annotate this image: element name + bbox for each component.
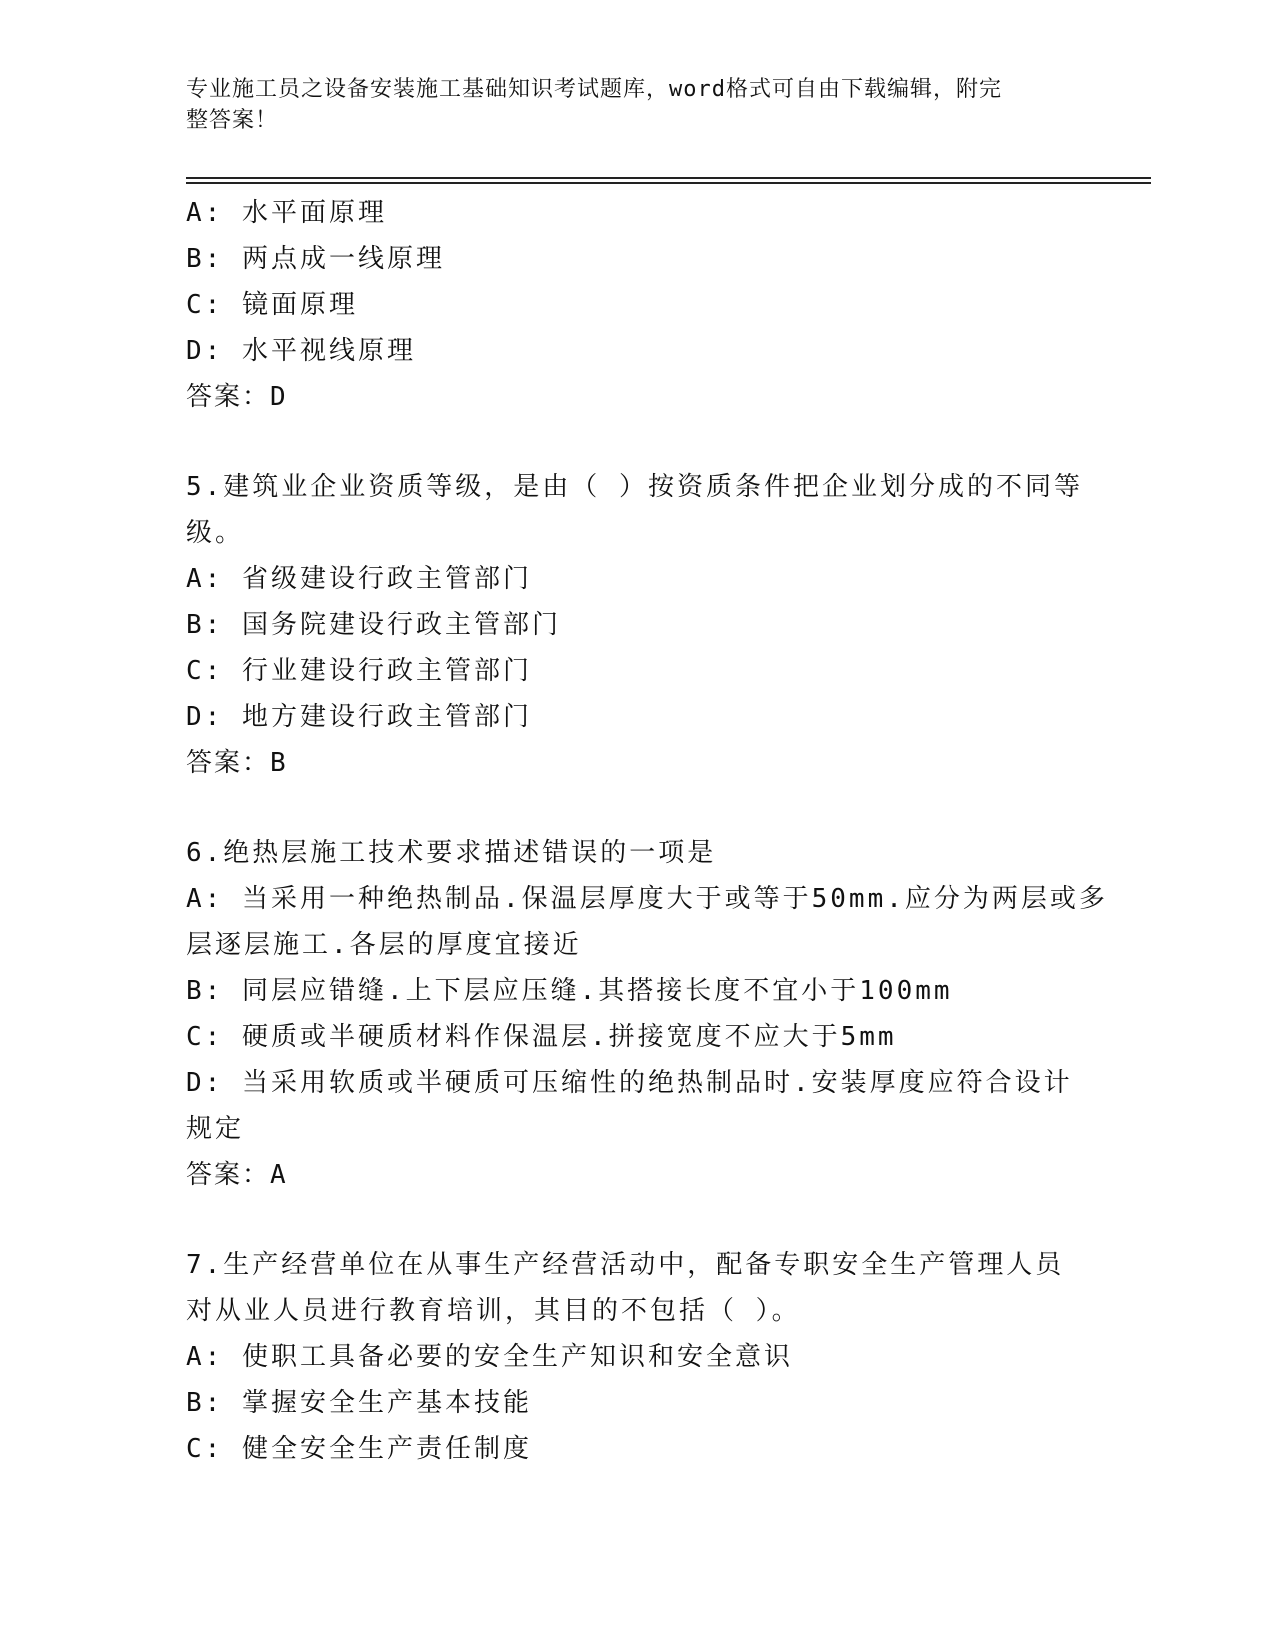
question-stem-line-2: 级。 <box>186 518 245 548</box>
question-stem-line-1: 5.建筑业企业资质等级，是由（ ）按资质条件把企业划分成的不同等 <box>186 472 1083 502</box>
option-a-line-1: A: 当采用一种绝热制品.保温层厚度大于或等于50mm.应分为两层或多 <box>186 884 1108 914</box>
header-divider-bottom <box>186 182 1151 184</box>
option-d-line-2: 规定 <box>186 1114 245 1144</box>
option-d: D: 地方建设行政主管部门 <box>186 702 532 732</box>
option-c: C: 行业建设行政主管部门 <box>186 656 532 686</box>
spacer <box>186 420 1086 464</box>
option-a: A: 使职工具备必要的安全生产知识和安全意识 <box>186 1342 793 1372</box>
header-line-2: 整答案！ <box>186 108 279 133</box>
question-block-6 <box>186 830 1108 1198</box>
answer-line: 答案：D <box>186 382 288 412</box>
question-stem-line-2: 对从业人员进行教育培训，其目的不包括（ ）。 <box>186 1296 801 1326</box>
option-a: A: 水平面原理 <box>186 198 387 228</box>
question-content <box>186 190 1108 1472</box>
option-a-line-2: 层逐层施工.各层的厚度宜接近 <box>186 930 582 960</box>
question-stem-line-1: 6.绝热层施工技术要求描述错误的一项是 <box>186 838 717 868</box>
answer-line: 答案：B <box>186 748 288 778</box>
header-line-1: 专业施工员之设备安装施工基础知识考试题库，word格式可自由下载编辑，附完 <box>186 77 1002 102</box>
option-a: A: 省级建设行政主管部门 <box>186 564 532 594</box>
option-b: B: 掌握安全生产基本技能 <box>186 1388 532 1418</box>
answer-line: 答案：A <box>186 1160 288 1190</box>
spacer <box>186 786 1086 830</box>
option-d: D: 水平视线原理 <box>186 336 416 366</box>
option-b: B: 两点成一线原理 <box>186 244 445 274</box>
header-divider-top <box>186 177 1151 179</box>
option-c: C: 健全安全生产责任制度 <box>186 1434 532 1464</box>
spacer <box>186 1198 1086 1242</box>
document-header <box>186 74 1066 136</box>
option-c: C: 镜面原理 <box>186 290 358 320</box>
question-stem-line-1: 7.生产经营单位在从事生产经营活动中，配备专职安全生产管理人员 <box>186 1250 1065 1280</box>
option-c: C: 硬质或半硬质材料作保温层.拼接宽度不应大于5mm <box>186 1022 897 1052</box>
question-block-5 <box>186 464 1086 786</box>
question-block-7 <box>186 1242 1086 1472</box>
option-b: B: 国务院建设行政主管部门 <box>186 610 561 640</box>
option-b: B: 同层应错缝.上下层应压缝.其搭接长度不宜小于100mm <box>186 976 953 1006</box>
question-block-4 <box>186 190 1086 420</box>
option-d-line-1: D: 当采用软质或半硬质可压缩性的绝热制品时.安装厚度应符合设计 <box>186 1068 1073 1098</box>
